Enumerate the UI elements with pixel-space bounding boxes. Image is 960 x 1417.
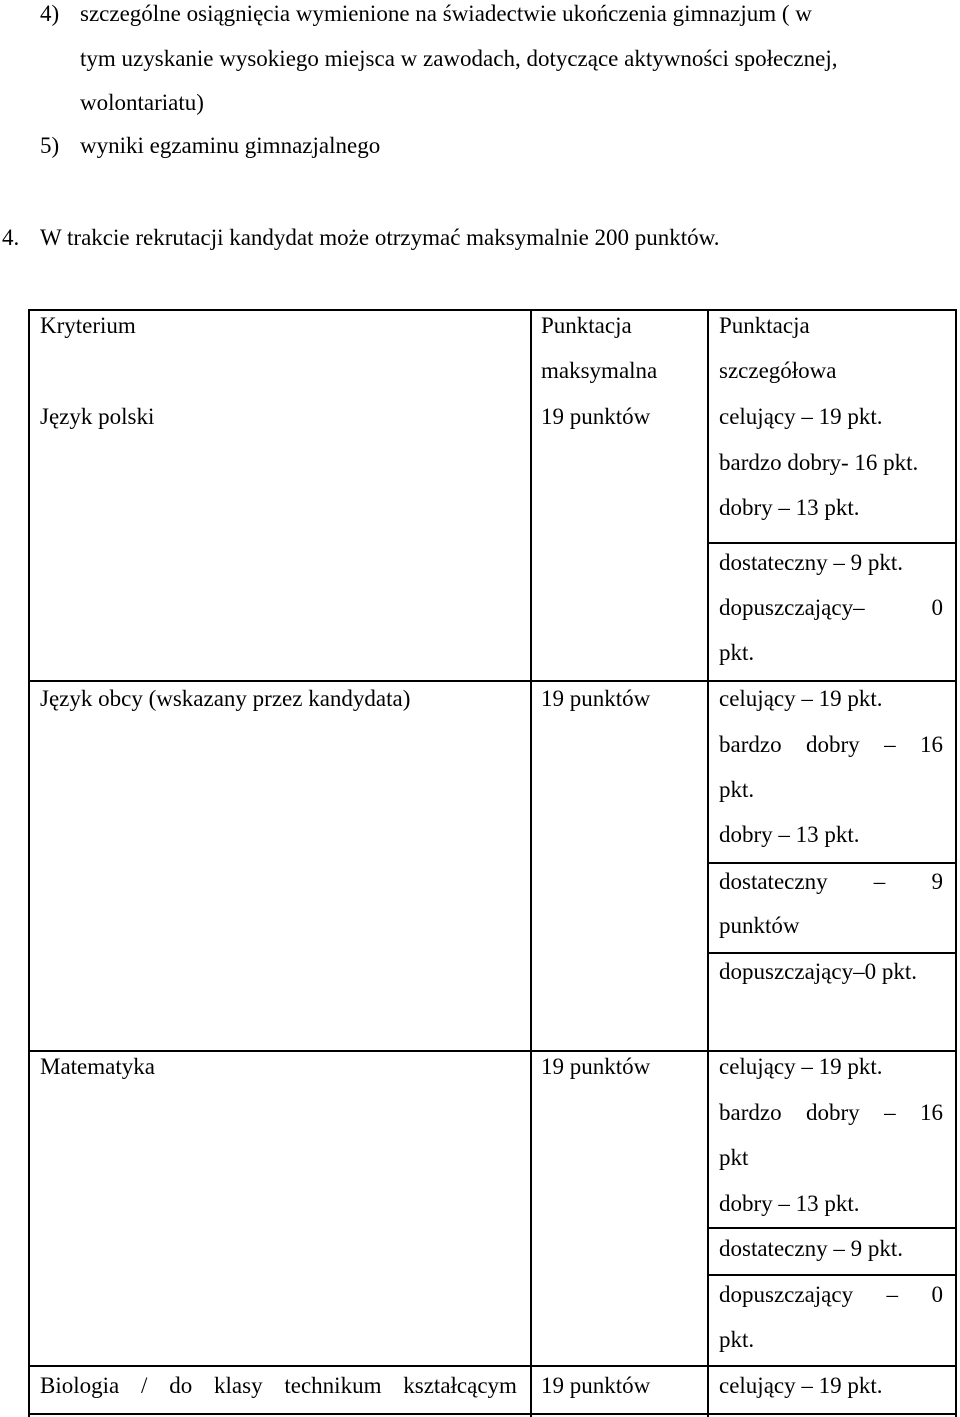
- detail-text: 16: [919, 732, 943, 757]
- table-border-left: [28, 309, 30, 1417]
- criterion-text: klasy: [214, 1373, 263, 1398]
- detail-math-dopuszczajacy-unit: pkt.: [719, 1327, 755, 1352]
- item5-number: 5): [40, 133, 60, 158]
- detail-polish-dopuszczajacy: [719, 596, 943, 619]
- detail-text: –: [884, 732, 896, 757]
- item4-number: 4): [40, 1, 60, 26]
- detail-foreign-dobry: dobry – 13 pkt.: [719, 822, 860, 847]
- detail-text: bardzo: [719, 732, 782, 757]
- detail-math-bardzo-dobry-unit: pkt: [719, 1145, 749, 1170]
- detail-divider: [707, 862, 957, 864]
- detail-text: –: [873, 869, 886, 894]
- detail-text: dobry: [805, 732, 860, 757]
- criterion-text: Biologia: [40, 1373, 120, 1398]
- criterion-text: kształcącym: [403, 1373, 517, 1398]
- max-points-biology: 19 punktów: [541, 1373, 651, 1398]
- detail-text: dopuszczający–: [719, 595, 865, 620]
- detail-polish-dobry: dobry – 13 pkt.: [719, 495, 860, 520]
- row-divider: [28, 1050, 957, 1052]
- header-criterion: Kryterium: [40, 313, 136, 338]
- header-max-line2: maksymalna: [541, 358, 658, 383]
- item5-text: wyniki egzaminu gimnazjalnego: [80, 133, 381, 158]
- detail-text: dobry: [805, 1100, 860, 1125]
- detail-math-dobry: dobry – 13 pkt.: [719, 1191, 860, 1216]
- criterion-text: technikum: [284, 1373, 382, 1398]
- detail-foreign-dostateczny-unit: punktów: [719, 913, 800, 938]
- detail-biology-celujacy: celujący – 19 pkt.: [719, 1373, 883, 1398]
- detail-text: dostateczny: [719, 869, 828, 894]
- detail-divider: [707, 542, 957, 544]
- criterion-polish: Język polski: [40, 404, 155, 429]
- detail-polish-celujacy: celujący – 19 pkt.: [719, 404, 883, 429]
- detail-divider: [707, 1227, 957, 1229]
- header-detail-line2: szczegółowa: [719, 358, 837, 383]
- detail-math-celujacy: celujący – 19 pkt.: [719, 1054, 883, 1079]
- detail-math-dopuszczajacy: [719, 1283, 943, 1306]
- detail-foreign-bardzo-dobry: [719, 733, 943, 756]
- detail-foreign-dostateczny: [719, 870, 943, 893]
- item4-line1: szczególne osiągnięcia wymienione na świadectwie ukończenia gimnazjum ( w: [80, 1, 812, 26]
- detail-text: –: [884, 1100, 896, 1125]
- table-border-col2: [530, 309, 532, 1417]
- detail-text: dopuszczający: [719, 1282, 854, 1307]
- detail-divider: [707, 1274, 957, 1276]
- detail-foreign-bardzo-dobry-unit: pkt.: [719, 777, 755, 802]
- row-divider: [28, 680, 957, 682]
- criterion-text: do: [169, 1373, 193, 1398]
- detail-text: 0: [931, 595, 943, 620]
- detail-foreign-celujacy: celujący – 19 pkt.: [719, 686, 883, 711]
- detail-polish-bardzo-dobry: bardzo dobry- 16 pkt.: [719, 450, 919, 475]
- max-points-math: 19 punktów: [541, 1054, 651, 1079]
- item4-line3: wolontariatu): [80, 90, 204, 115]
- max-points-foreign: 19 punktów: [541, 686, 651, 711]
- detail-text: –: [886, 1282, 899, 1307]
- detail-polish-dopuszczajacy-unit: pkt.: [719, 640, 755, 665]
- detail-divider: [707, 952, 957, 954]
- criterion-text: /: [141, 1373, 148, 1398]
- detail-text: 9: [931, 869, 943, 894]
- criterion-math: Matematyka: [40, 1054, 155, 1079]
- table-border-bottom: [28, 1413, 957, 1415]
- max-points-polish: 19 punktów: [541, 404, 651, 429]
- detail-foreign-dopuszczajacy: dopuszczający–0 pkt.: [719, 959, 917, 984]
- detail-text: bardzo: [719, 1100, 782, 1125]
- criterion-foreign-language: Język obcy (wskazany przez kandydata): [40, 686, 411, 711]
- item4-line2: tym uzyskanie wysokiego miejsca w zawodach, dotyczące aktywności społecznej,: [80, 46, 838, 71]
- detail-math-bardzo-dobry: [719, 1101, 943, 1124]
- header-max-line1: Punktacja: [541, 313, 632, 338]
- detail-text: 16: [919, 1100, 943, 1125]
- point4-number: 4.: [2, 225, 20, 250]
- table-border-top: [28, 309, 957, 311]
- detail-math-dostateczny: dostateczny – 9 pkt.: [719, 1236, 903, 1261]
- header-detail-line1: Punktacja: [719, 313, 810, 338]
- row-divider: [28, 1365, 957, 1367]
- point4-text: W trakcie rekrutacji kandydat może otrzymać maksymalnie 200 punktów.: [40, 225, 720, 250]
- detail-text: 0: [931, 1282, 943, 1307]
- criterion-biology: [40, 1374, 517, 1397]
- detail-polish-dostateczny: dostateczny – 9 pkt.: [719, 550, 903, 575]
